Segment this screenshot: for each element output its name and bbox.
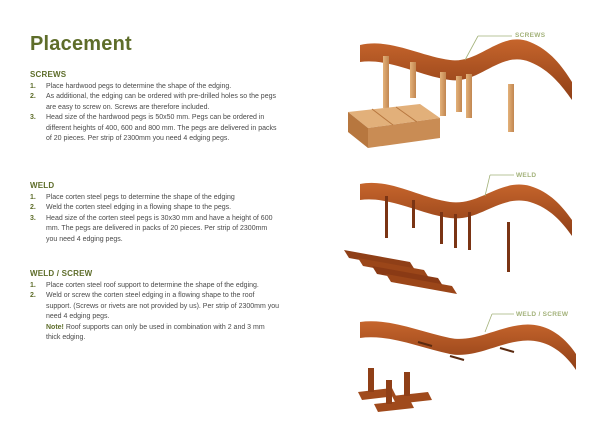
list-item (30, 92, 280, 113)
corten-edging-strip (360, 183, 572, 236)
step-text: As additional, the edging can be ordered with pre-drilled holes so the pegs are easy to screw on. Screws are therefore included. (46, 93, 276, 111)
weld-screw-illustration (358, 314, 576, 412)
step-number: 1. (30, 282, 36, 289)
steel-peg (440, 212, 443, 244)
hardwood-peg (456, 76, 462, 112)
steel-peg (468, 212, 471, 250)
step-text: Place corten steel roof support to determine the shape of the edging. (46, 282, 259, 289)
list-item (30, 113, 280, 144)
step-text: Head size of the corten steel pegs is 30x30 mm and have a height of 600 mm. The pegs are delivered in packs of 20 pieces. Per strip of 2300mm you need 4 edging pegs. (46, 214, 273, 243)
step-number: 3. (30, 214, 36, 222)
callout-screws: SCREWS (515, 32, 546, 39)
screws-illustration (348, 36, 572, 148)
section-heading-weld: WELD (30, 181, 55, 190)
steel-peg (412, 200, 415, 228)
step-text: Head size of the hardwood pegs is 50x50 mm. Pegs can be ordered in different heights of 400, 600 and 800 mm. The pegs are delivered in packs of 20 pieces. Per strip of 2300mm you need 4 edging pegs. (46, 114, 277, 143)
placement-illustrations (300, 0, 600, 442)
page-title: Placement (30, 33, 132, 55)
step-number: 2. (30, 292, 36, 300)
list-item (30, 193, 280, 203)
callout-weld-screw: WELD / SCREW (516, 311, 569, 318)
step-number: 2. (30, 204, 36, 212)
weld-illustration (344, 175, 572, 294)
step-number: 3. (30, 114, 36, 122)
list-item (30, 214, 280, 245)
callout-weld: WELD (516, 172, 537, 179)
hardwood-peg (466, 74, 472, 118)
screws-steps-list (30, 82, 280, 144)
section-heading-weld-screw: WELD / SCREW (30, 269, 93, 278)
steel-peg (454, 214, 457, 248)
hardwood-peg (440, 72, 446, 116)
corten-edging-strip (360, 321, 576, 370)
note-label: Note! (46, 323, 64, 331)
step-number: 1. (30, 194, 36, 201)
step-number: 2. (30, 93, 36, 101)
hardwood-peg (383, 56, 389, 108)
hardwood-peg (410, 62, 416, 98)
weld-screw-steps-list (30, 281, 280, 343)
steel-peg (507, 222, 510, 272)
roof-supports (358, 368, 432, 412)
list-item (30, 203, 280, 213)
step-number: 1. (30, 83, 36, 90)
hardwood-peg (508, 84, 514, 132)
step-text: Place corten steel pegs to determine the shape of the edging (46, 194, 235, 201)
step-text: Place hardwood pegs to determine the shape of the edging. (46, 83, 232, 90)
section-heading-screws: SCREWS (30, 70, 67, 79)
weld-steps-list (30, 193, 280, 245)
list-item (30, 82, 280, 92)
step-text: Weld the corten steel edging in a flowing shape to the pegs. (46, 204, 232, 212)
steel-peg (385, 196, 388, 238)
hardwood-pegs-stack (348, 104, 440, 148)
list-item (30, 281, 280, 291)
steel-pegs-stack (344, 250, 457, 294)
list-item (30, 291, 280, 343)
note-text: Roof supports can only be used in combination with 2 and 3 mm thick edging. (46, 323, 265, 342)
step-text: Weld or screw the corten steel edging in a flowing shape to the roof support. (Screws or rivets are not provided by us). Per strip of 2300mm you need 4 edging pegs. (46, 292, 280, 321)
